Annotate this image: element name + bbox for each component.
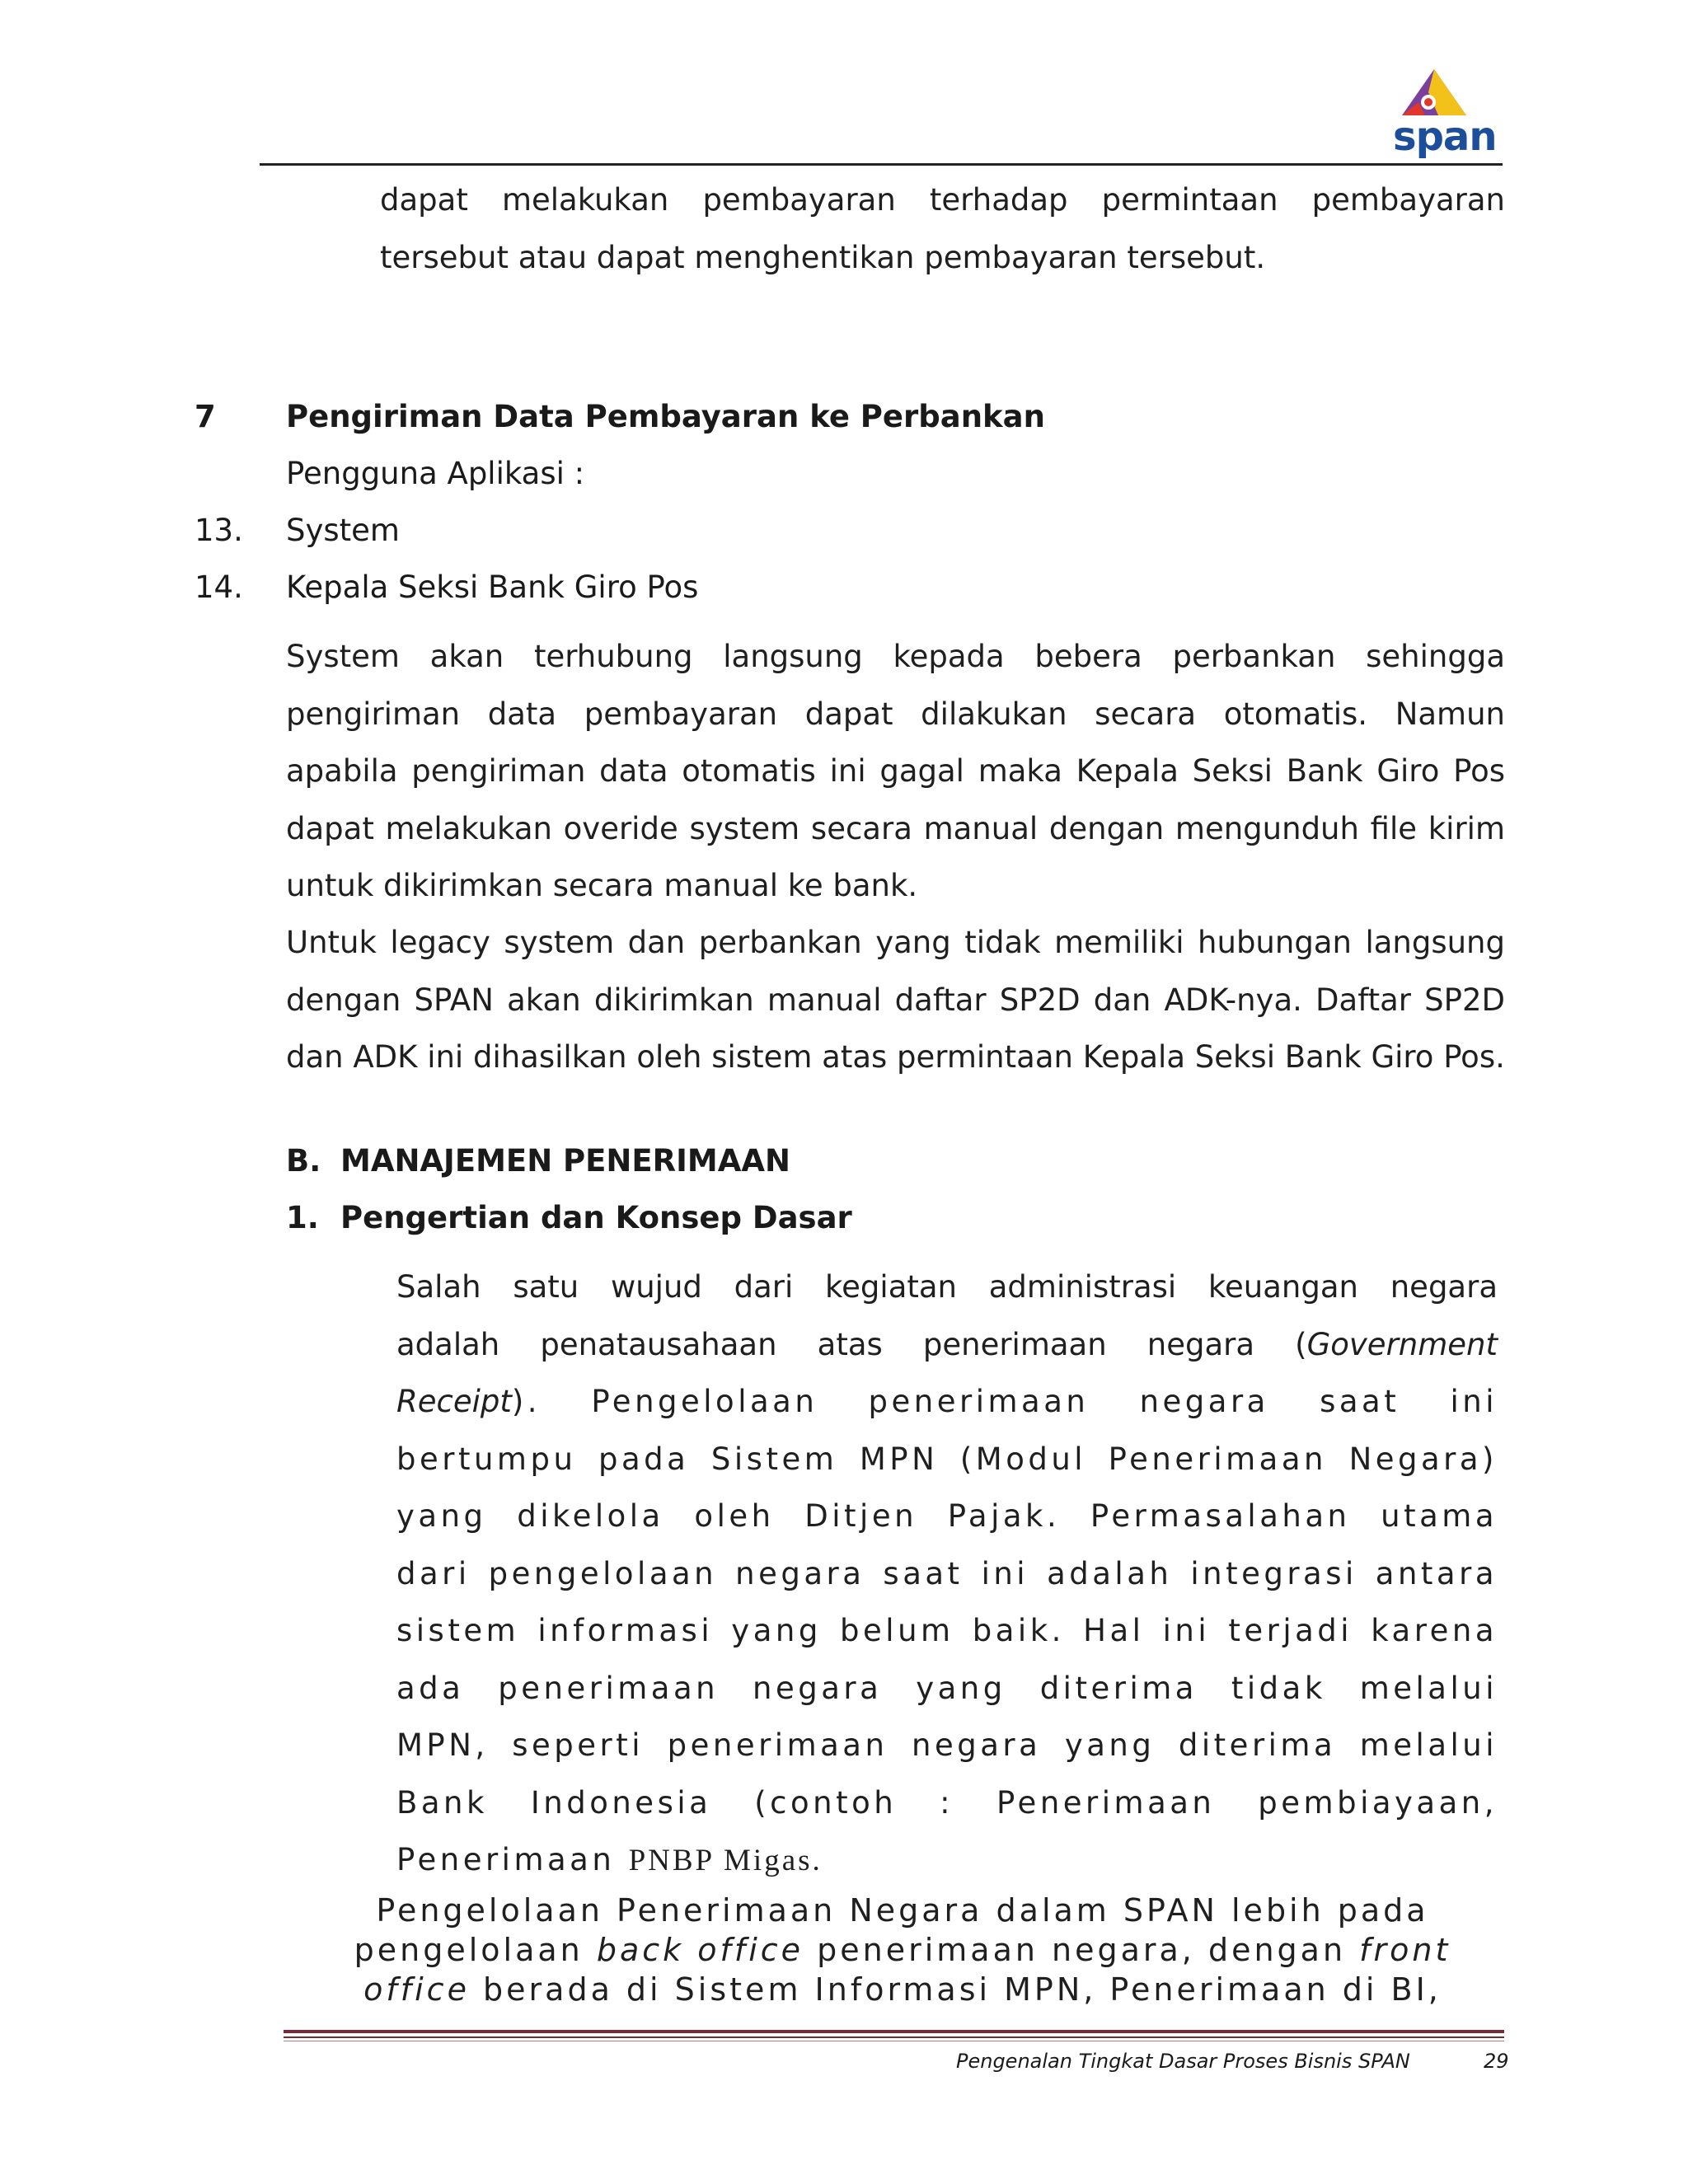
text-line: System akan terhubung langsung kepada bebera perbankan sehingga — [286, 639, 1505, 674]
text-span: PNBP Migas. — [628, 1844, 823, 1877]
italic-term: front — [1359, 1932, 1451, 1968]
section-title: Pengiriman Data Pembayaran ke Perbankan — [286, 399, 1045, 434]
list-item: Kepala Seksi Bank Giro Pos — [286, 569, 699, 605]
span-logo-text: span — [1393, 114, 1497, 160]
list-number: 13. — [195, 513, 243, 548]
text-span: adalah penatausahaan atas penerimaan negara ( — [396, 1326, 1307, 1362]
footer-divider — [284, 2036, 1504, 2038]
footer-title: Pengenalan Tingkat Dasar Proses Bisnis SPAN — [956, 2050, 1410, 2073]
text-span: Penerimaan — [396, 1842, 629, 1877]
text-line — [396, 1831, 1498, 1890]
receipt-paragraph — [396, 1258, 1498, 1890]
header-divider — [260, 163, 1503, 166]
text-line: MPN, seperti penerimaan negara yang diterima melalui — [396, 1727, 1498, 1763]
subsection-title: Pengertian dan Konsep Dasar — [340, 1200, 852, 1235]
system-paragraph — [286, 628, 1505, 915]
text-line: dengan SPAN akan dikirimkan manual daftar SP2D dan ADK-nya. Daftar SP2D — [286, 982, 1505, 1018]
text-line: Untuk legacy system dan perbankan yang tidak memiliki hubungan langsung — [286, 925, 1505, 960]
text-span: ). Pengelolaan penerimaan negara saat ini — [511, 1384, 1498, 1419]
text-line: pengiriman data pembayaran dapat dilakukan secara otomatis. Namun — [286, 696, 1505, 732]
text-line: Bank Indonesia (contoh : Penerimaan pembiayaan, — [396, 1784, 1498, 1821]
section-number: 7 — [195, 399, 216, 434]
text-line: ada penerimaan negara yang diterima tidak melalui — [396, 1670, 1498, 1706]
section-heading: MANAJEMEN PENERIMAAN — [340, 1143, 790, 1179]
continuation-paragraph — [380, 171, 1505, 286]
text-line: sistem informasi yang belum baik. Hal ini terjadi karena — [396, 1613, 1498, 1648]
text-span: pengelolaan — [354, 1932, 597, 1968]
text-line: dapat melakukan pembayaran terhadap permintaan pembayaran — [380, 182, 1505, 218]
italic-term: Government — [1306, 1326, 1498, 1362]
text-span: berada di Sistem Informasi MPN, Penerimaan di BI, — [469, 1971, 1442, 2008]
list-item: System — [286, 513, 400, 548]
text-line: dan ADK ini dihasilkan oleh sistem atas permintaan Kepala Seksi Bank Giro Pos. — [286, 1039, 1505, 1075]
footer-divider — [284, 2030, 1504, 2033]
text-line: dapat melakukan overide system secara manual dengan mengunduh file kirim — [286, 810, 1505, 846]
list-number: 14. — [195, 569, 243, 605]
italic-term: Receipt — [396, 1384, 512, 1419]
text-line — [297, 1970, 1508, 2009]
span-paragraph — [297, 1891, 1508, 2009]
text-line: bertumpu pada Sistem MPN (Modul Penerimaan Negara) — [396, 1441, 1498, 1477]
page-number: 29 — [1484, 2050, 1509, 2073]
text-span: penerimaan negara, dengan — [804, 1932, 1360, 1968]
text-line: Pengelolaan Penerimaan Negara dalam SPAN lebih pada — [376, 1892, 1429, 1929]
users-label: Pengguna Aplikasi : — [286, 456, 585, 491]
italic-term: office — [363, 1971, 470, 2008]
section-letter: B. — [286, 1143, 321, 1179]
subsection-number: 1. — [286, 1200, 319, 1235]
text-line: yang dikelola oleh Ditjen Pajak. Permasalahan utama — [396, 1498, 1498, 1534]
text-line — [396, 1373, 1498, 1431]
text-line: tersebut atau dapat menghentikan pembayaran tersebut. — [380, 239, 1266, 275]
text-line: apabila pengiriman data otomatis ini gagal maka Kepala Seksi Bank Giro Pos — [286, 753, 1505, 789]
text-line: dari pengelolaan negara saat ini adalah integrasi antara — [396, 1555, 1498, 1591]
text-line — [297, 1930, 1508, 1970]
italic-term: back office — [596, 1932, 804, 1968]
text-line: Salah satu wujud dari kegiatan administrasi keuangan negara — [396, 1269, 1498, 1305]
legacy-paragraph — [286, 914, 1505, 1086]
text-line — [396, 1316, 1498, 1374]
text-line: untuk dikirimkan secara manual ke bank. — [286, 868, 918, 903]
